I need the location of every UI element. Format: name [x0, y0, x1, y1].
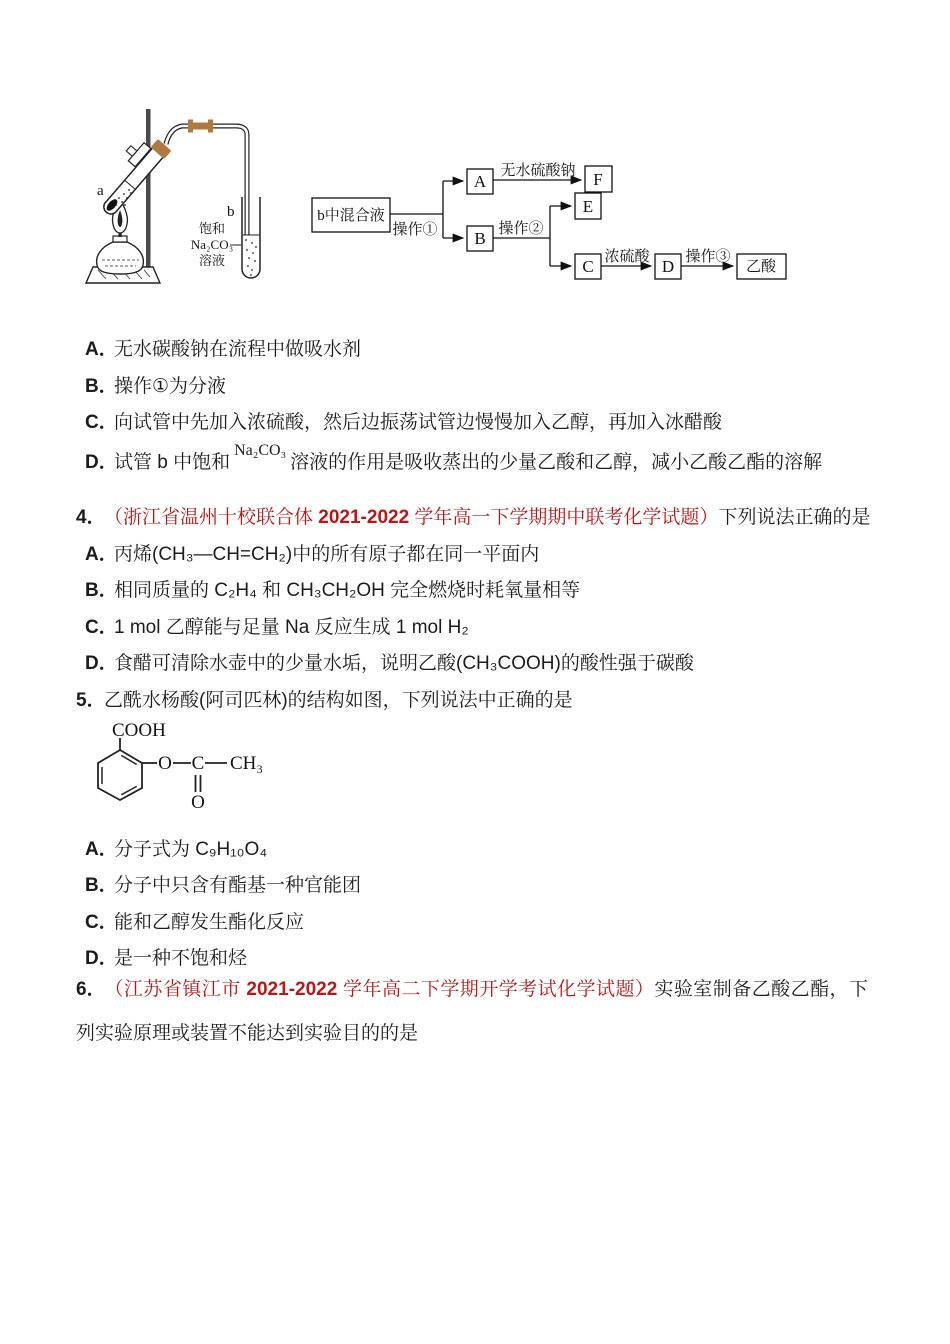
solution-label-line3: 溶液 — [198, 253, 226, 268]
q5-option-b — [85, 873, 361, 899]
aspirin-structure-figure — [88, 716, 303, 824]
option-letter: A． — [85, 339, 118, 360]
option-letter: B． — [85, 875, 118, 896]
question-stem: 乙酰水杨酸(阿司匹林)的结构如图，下列说法中正确的是 — [104, 690, 573, 711]
tube-connector — [188, 120, 213, 133]
flow-product-label: 乙酸 — [745, 259, 777, 275]
option-letter: D． — [85, 452, 118, 473]
option-letter: C． — [85, 912, 118, 933]
q4-header — [76, 505, 870, 531]
source-years: 2021-2022 — [246, 979, 338, 1000]
delivery-tube — [166, 126, 247, 235]
q4-option-a — [85, 542, 539, 568]
question-stem: 下列说法正确的是 — [718, 507, 871, 528]
cooh-label: COOH — [112, 720, 166, 741]
carbonyl-c-label: C — [191, 753, 205, 774]
flow-letter-e: E — [582, 197, 594, 216]
option-text: 相同质量的 C₂H₄ 和 CH₃CH₂OH 完全燃烧时耗氧量相等 — [114, 580, 581, 601]
flow-start-label: b中混合液 — [317, 208, 385, 224]
source-citation-close: 学年高一下学期期中联考化学试题） — [409, 507, 719, 528]
source-citation: （浙江省温州十校联合体 — [104, 507, 319, 528]
q5-option-c — [85, 910, 304, 936]
option-letter: D． — [85, 653, 118, 674]
flow-op2-label: 操作② — [498, 221, 544, 237]
option-letter: A． — [85, 839, 118, 860]
option-letter: C． — [85, 412, 118, 433]
question-number: 5． — [76, 690, 106, 711]
na2co3-formula: Na₂CO₃ — [234, 442, 287, 459]
option-letter: B． — [85, 580, 118, 601]
option-text: 无水碳酸钠在流程中做吸水剂 — [114, 339, 362, 360]
flow-reagent-f-label: 无水硫酸钠 — [500, 163, 576, 179]
option-letter: D． — [85, 948, 118, 969]
label-b: b — [227, 204, 235, 220]
option-text: 能和乙醇发生酯化反应 — [114, 912, 305, 933]
q5-option-a — [85, 837, 267, 863]
question-number: 4． — [76, 507, 106, 528]
option-text: 是一种不饱和烃 — [114, 948, 248, 969]
flow-letter-c: C — [582, 257, 594, 276]
option-text: 向试管中先加入浓硫酸，然后边振荡试管边慢慢加入乙醇，再加入冰醋酸 — [114, 412, 723, 433]
option-text-pre: 试管 b 中饱和 — [114, 452, 231, 473]
flow-op3-label: 操作③ — [685, 249, 731, 265]
option-text: 操作①为分液 — [114, 376, 227, 397]
ester-o-label: O — [158, 753, 172, 774]
q6-header — [76, 968, 868, 1056]
option-text: 食醋可清除水壶中的少量水垢，说明乙酸(CH₃COOH)的酸性强于碳酸 — [114, 653, 694, 674]
option-text: 分子中只含有酯基一种官能团 — [114, 875, 362, 896]
flow-op1-label: 操作① — [392, 222, 438, 238]
option-letter: B． — [85, 376, 118, 397]
flowchart-figure — [305, 158, 805, 290]
option-letter: A． — [85, 544, 118, 565]
flow-letter-a: A — [473, 172, 487, 191]
source-years: 2021-2022 — [318, 507, 410, 528]
q3-option-c — [85, 410, 722, 436]
option-letter: C． — [85, 617, 118, 638]
benzene-ring — [98, 750, 142, 800]
q5-header — [76, 688, 573, 714]
q3-option-d — [85, 442, 823, 477]
question-stem: 实验室制备乙酸乙酯，下列实验原理或装置不能达到实验目的的是 — [76, 979, 868, 1044]
q4-option-d — [85, 651, 694, 677]
ch3-label: CH₃ — [230, 753, 264, 774]
flow-letter-f: F — [593, 170, 603, 189]
source-citation: （江苏省镇江市 — [104, 979, 247, 1000]
flow-reagent-d-label: 浓硫酸 — [604, 249, 650, 265]
option-text-post: 溶液的作用是吸收蒸出的少量乙酸和乙醇，减小乙酸乙酯的溶解 — [290, 452, 823, 473]
label-a: a — [97, 183, 104, 199]
q3-option-a — [85, 337, 361, 363]
q4-option-b — [85, 578, 580, 604]
q3-option-b — [85, 374, 226, 400]
source-citation-close: 学年高二下学期开学考试化学试题） — [337, 979, 655, 1000]
q4-option-c — [85, 615, 469, 641]
flow-letter-d: D — [661, 257, 675, 276]
solution-label-formula: Na₂CO₃ — [190, 237, 234, 252]
option-text: 丙烯(CH₃—CH=CH₂)中的所有原子都在同一平面内 — [114, 544, 540, 565]
question-number: 6． — [76, 979, 106, 1000]
apparatus-figure — [78, 95, 290, 293]
flow-letter-b: B — [474, 229, 486, 248]
carbonyl-o-label: O — [191, 792, 205, 813]
solution-label-line1: 饱和 — [198, 221, 226, 236]
stand-rod — [146, 109, 151, 269]
option-text: 1 mol 乙醇能与足量 Na 反应生成 1 mol H₂ — [114, 617, 469, 638]
option-text: 分子式为 C₉H₁₀O₄ — [114, 839, 268, 860]
